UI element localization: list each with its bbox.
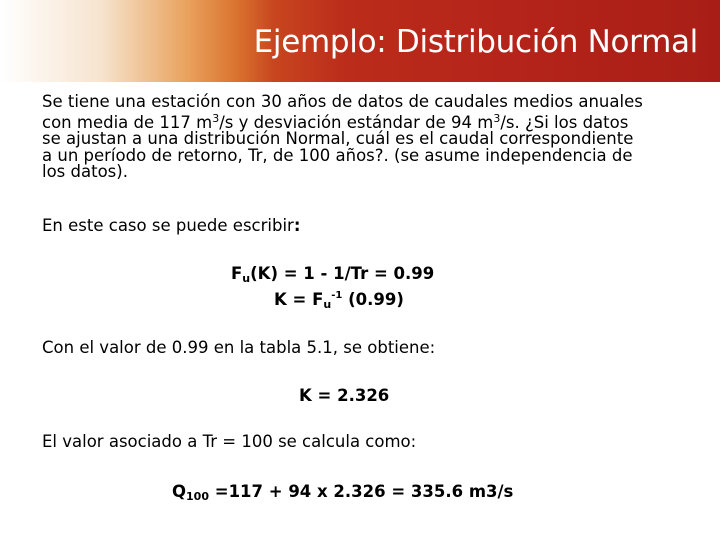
slide-title: Ejemplo: Distribución Normal xyxy=(253,24,698,60)
problem-statement xyxy=(42,94,692,181)
equation-k-value: K = 2.326 xyxy=(299,386,390,405)
header-banner xyxy=(0,0,720,82)
problem-line-1: Se tiene una estación con 30 años de datos de caudales medios anuales xyxy=(42,92,643,111)
problem-line-5: los datos). xyxy=(42,162,128,181)
intro-line: En este caso se puede escribir: xyxy=(42,216,301,235)
problem-line-2: con media de 117 $m^3/s$ y desviación estándar de 94 $m^3/s$. ¿Si los datos xyxy=(42,111,629,132)
problem-line-3: se ajustan a una distribución Normal, cuál es el caudal correspondiente xyxy=(42,129,634,148)
calculation-intro-line: El valor asociado a Tr = 100 se calcula como: xyxy=(42,432,417,451)
equation-k-inverse: $K = F_u^{-1}$ (0.99) xyxy=(274,290,404,311)
equation-q100: $Q_{100} =117 + 94$ x 2.326 = 335.6 m3/s xyxy=(172,482,514,503)
problem-line-4: a un período de retorno, Tr, de 100 años?. (se asume independencia de xyxy=(42,145,633,165)
table-lookup-line: Con el valor de 0.99 en la tabla 5.1, se obtiene: xyxy=(42,338,436,357)
equation-fu: $F_u(K) = 1 - 1/Tr = 0.99$ xyxy=(231,264,435,285)
